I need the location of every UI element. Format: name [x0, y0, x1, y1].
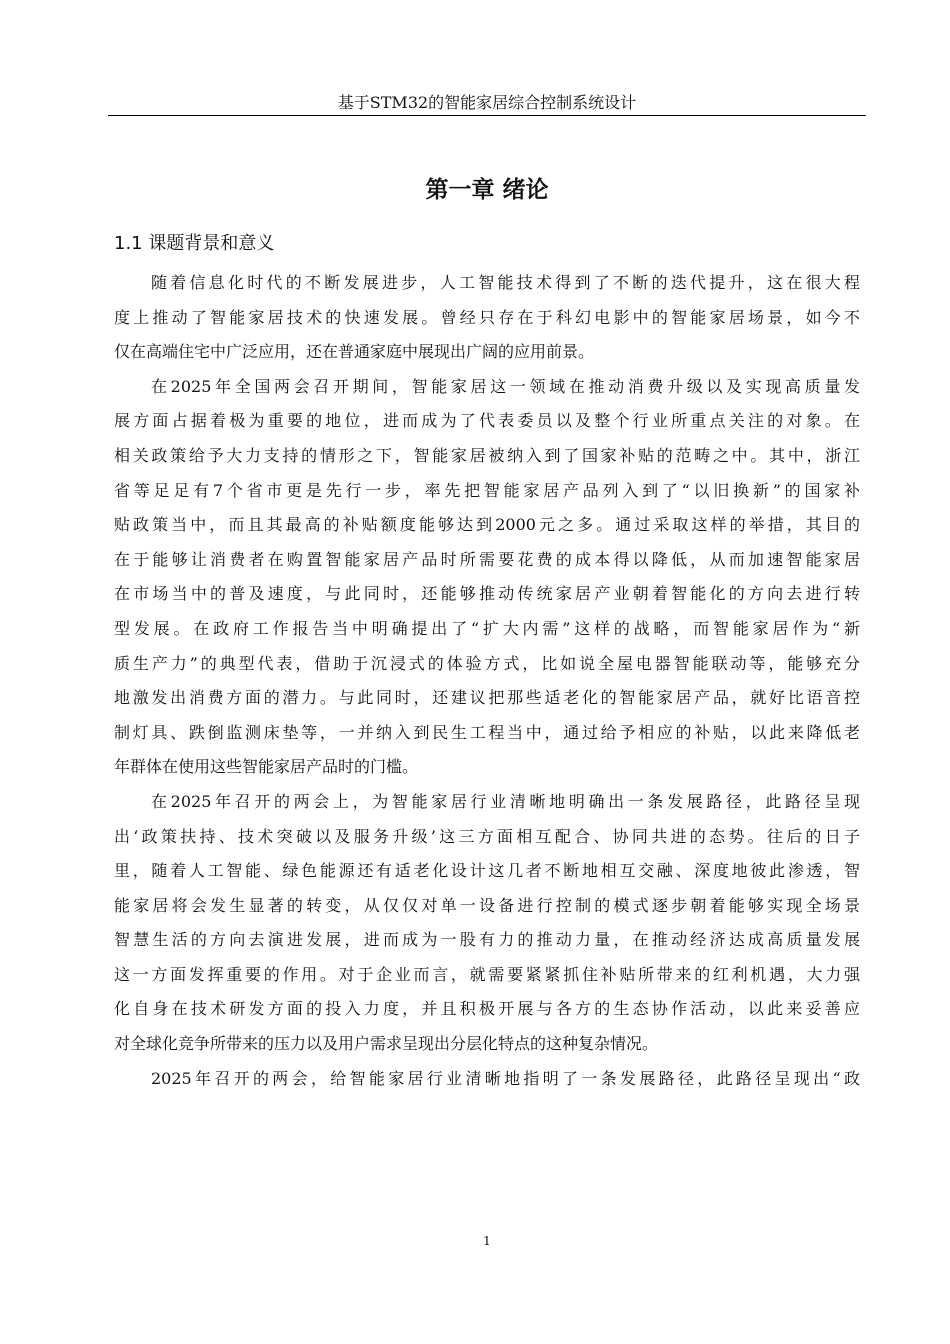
text-line: 在市场当中的普及速度，与此同时，还能够推动传统家居产业朝着智能化的方向去进行转	[114, 584, 860, 604]
text-line: 智慧生活的方向去演进发展，进而成为一股有力的推动力量，在推动经济达成高质量发展	[114, 930, 860, 950]
text-line: 在于能够让消费者在购置智能家居产品时所需要花费的成本得以降低，从而加速智能家居	[114, 549, 860, 569]
text-line: 地激发出消费方面的潜力。与此同时，还建议把那些适老化的智能家居产品，就好比语音控	[114, 688, 860, 708]
text-line: 对全球化竞争所带来的压力以及用户需求呈现出分层化特点的这种复杂情况。	[114, 1034, 659, 1054]
section-title: 1.1 课题背景和意义	[114, 233, 275, 254]
paragraph-4	[114, 1062, 860, 1097]
text-line: 展方面占据着极为重要的地位，进而成为了代表委员以及整个行业所重点关注的对象。在	[114, 411, 860, 431]
text-line: 随着信息化时代的不断发展进步，人工智能技术得到了不断的迭代提升，这在很大程	[151, 273, 860, 292]
text-line: 里，随着人工智能、绿色能源还有适老化设计这几者不断地相互交融、深度地彼此渗透，智	[114, 861, 860, 881]
text-line: 型发展。在政府工作报告当中明确提出了“扩大内需”这样的战略，而智能家居作为“新	[114, 618, 860, 638]
paragraph-1	[114, 266, 860, 370]
text-line: 度上推动了智能家居技术的快速发展。曾经只存在于科幻电影中的智能家居场景，如今不	[114, 307, 860, 327]
running-header: 基于STM32的智能家居综合控制系统设计	[337, 93, 637, 112]
header-rule	[108, 115, 866, 116]
text-line: 仅在高端住宅中广泛应用，还在普通家庭中展现出广阔的应用前景。	[114, 342, 595, 362]
text-line: 贴政策当中，而且其最高的补贴额度能够达到2000元之多。通过采取这样的举措，其目的	[114, 515, 860, 535]
text-line: 出‘政策扶持、技术突破以及服务升级’这三方面相互配合、协同共进的态势。往后的日子	[114, 826, 860, 846]
text-line: 这一方面发挥重要的作用。对于企业而言，就需要紧紧抓住补贴所带来的红利机遇，大力强	[114, 964, 860, 984]
text-line: 省等足足有7个省市更是先行一步，率先把智能家居产品列入到了“以旧换新”的国家补	[114, 480, 860, 500]
body-text	[114, 266, 860, 1096]
text-line: 制灯具、跌倒监测床垫等，一并纳入到民生工程当中，通过给予相应的补贴，以此来降低老	[114, 722, 860, 742]
text-line: 化自身在技术研发方面的投入力度，并且积极开展与各方的生态协作活动，以此来妥善应	[114, 999, 860, 1019]
text-line: 在2025年召开的两会上，为智能家居行业清晰地明确出一条发展路径，此路径呈现	[151, 791, 860, 811]
chapter-title: 第一章 绪论	[425, 177, 549, 203]
paragraph-3	[114, 785, 860, 1062]
paragraph-2	[114, 370, 860, 785]
text-line: 相关政策给予大力支持的情形之下，智能家居被纳入到了国家补贴的范畴之中。其中，浙江	[114, 445, 860, 465]
text-line: 年群体在使用这些智能家居产品时的门槛。	[114, 757, 419, 777]
text-line: 能家居将会发生显著的转变，从仅仅对单一设备进行控制的模式逐步朝着能够实现全场景	[114, 895, 860, 915]
text-line: 在2025年全国两会召开期间，智能家居这一领域在推动消费升级以及实现高质量发	[151, 376, 860, 396]
page-number: 1	[483, 1234, 491, 1248]
text-line: 2025年召开的两会，给智能家居行业清晰地指明了一条发展路径，此路径呈现出“政	[151, 1068, 860, 1088]
text-line: 质生产力”的典型代表，借助于沉浸式的体验方式，比如说全屋电器智能联动等，能够充分	[114, 653, 860, 673]
